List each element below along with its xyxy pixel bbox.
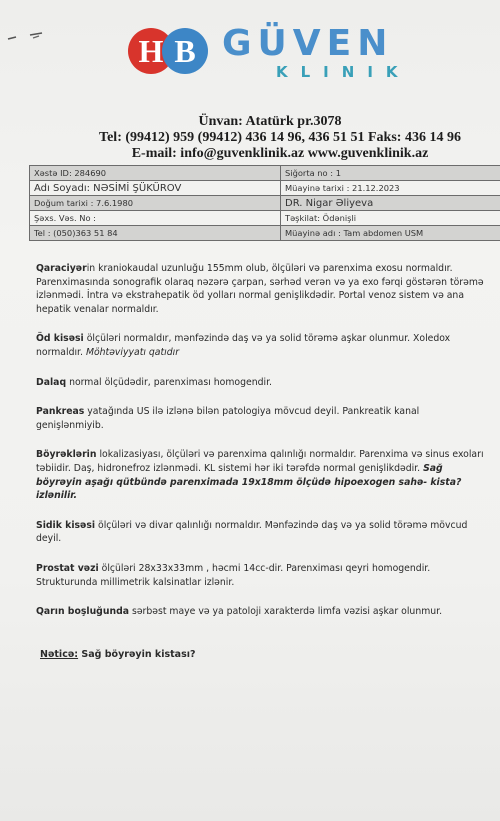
- brand-name: GÜVEN: [222, 23, 394, 64]
- table-row: [30, 211, 500, 226]
- pancreas-title: Pankreas: [36, 406, 85, 418]
- gallbladder-text: ölçüləri normaldır, mənfəzində daş və ya solid törəmə aşkar olunmur. Xoledox normaldır.: [36, 333, 451, 358]
- patient-info-table: [29, 165, 500, 241]
- pen-mark: [6, 30, 44, 44]
- prostate-text: ölçüləri 28x33x33mm , həcmi 14cc-dir. Parenximası qeyri homogendir. Strukturunda millimetrik kalsinatlar izlənir.: [36, 562, 431, 588]
- kidneys-finding: Sağ böyrəyin aşağı qütbündə parenximada 19x18mm ölçüdə hipoexogen sahə- kista? izlənilir.: [36, 462, 462, 502]
- conclusion: [40, 649, 196, 660]
- report-body: [36, 262, 486, 635]
- clinic-phones: Tel: (99412) 959 (99412) 436 14 96, 436 51 51 Faks: 436 14 96: [99, 130, 461, 145]
- bladder-paragraph: [36, 519, 486, 546]
- bladder-title: Sidik kisəsi: [36, 519, 96, 531]
- pancreas-paragraph: [36, 405, 486, 432]
- bladder-text: ölçüləri və divar qalınlığı normaldır. Mənfəzində daş və ya solid törəmə mövcud deyil.: [36, 519, 468, 545]
- insurance-no: Siğorta no : 1: [281, 166, 500, 181]
- exam-date: Müayinə tarixi : 21.12.2023: [281, 181, 500, 196]
- doctor-name: DR. Nigar Əliyeva: [281, 196, 500, 211]
- table-row: [30, 226, 500, 241]
- table-row: [30, 196, 500, 211]
- table-row: [30, 181, 500, 196]
- liver-text: in kraniokaudal uzunluğu 155mm olub, ölçüləri və parenxima exosu normaldır. Parenximasında sonografik olaraq nəzərə çarpan, sərhəd verən və ya exo fərqi göstərən törəmə izlənmədi. İntra və ekstrahepatik öd yolları normal genişlikdədir. Portal venoz sistem və ana hepatik venalar normaldır.: [36, 263, 484, 315]
- logo-letter-b: B: [174, 33, 196, 69]
- gallbladder-note: Möhtəviyyatı qatıdır: [85, 346, 180, 358]
- kidneys-text: lokalizasiyası, ölçüləri və parenxima qalınlığı normaldır. Parenxima və sinus exoları təbiidir. Daş, hidronefroz izlənmədi. KL sistemi hər iki tərəfdə normal genişlikdədir.: [36, 449, 484, 474]
- prostate-title: Prostat vəzi: [36, 562, 99, 574]
- spleen-paragraph: [36, 376, 486, 390]
- clinic-logo-icon: [126, 26, 210, 76]
- id-card-no: Şəxs. Vəs. No :: [30, 211, 281, 226]
- clinic-contacts: E-mail: info@guvenklinik.az www.guvenklinik.az: [131, 146, 429, 161]
- abdomen-paragraph: [36, 605, 486, 619]
- logo-letter-h: H: [138, 33, 164, 69]
- gallbladder-paragraph: [36, 332, 486, 359]
- spleen-title: Dalaq: [36, 376, 67, 388]
- abdomen-title: Qarın boşluğunda: [36, 606, 130, 618]
- brand-subtitle: KLINIK: [276, 63, 411, 81]
- patient-phone: Tel : (050)363 51 84: [30, 226, 281, 241]
- kidneys-paragraph: [36, 448, 486, 502]
- table-row: [30, 166, 500, 181]
- conclusion-text: Sağ böyrəyin kistası?: [78, 649, 196, 660]
- patient-id: Xəstə ID: 284690: [30, 166, 281, 181]
- exam-name: Müayinə adı : Tam abdomen USM: [281, 226, 500, 241]
- organization: Təşkilat: Ödənişli: [281, 211, 500, 226]
- kidneys-title: Böyrəklərin: [36, 449, 97, 461]
- gallbladder-title: Öd kisəsi: [36, 333, 84, 345]
- pancreas-text: yatağında US ilə izlənə bilən patologiya mövcud deyil. Pankreatik kanal genişlənmiyib.: [36, 406, 420, 431]
- prostate-paragraph: [36, 562, 486, 589]
- clinic-address: Ünvan: Atatürk pr.3078: [198, 114, 342, 129]
- conclusion-label: Nəticə:: [40, 649, 79, 660]
- spleen-text: normal ölçüdədir, parenximası homogendir.: [66, 376, 273, 388]
- liver-title: Qaraciyər: [36, 263, 87, 274]
- abdomen-text: sərbəst maye və ya patoloji xarakterdə limfa vəzisi aşkar olunmur.: [129, 606, 443, 618]
- birth-date: Doğum tarixi : 7.6.1980: [30, 196, 281, 211]
- liver-paragraph: [36, 262, 486, 316]
- patient-name: Adı Soyadı: NƏSİMİ ŞÜKÜROV: [30, 181, 281, 196]
